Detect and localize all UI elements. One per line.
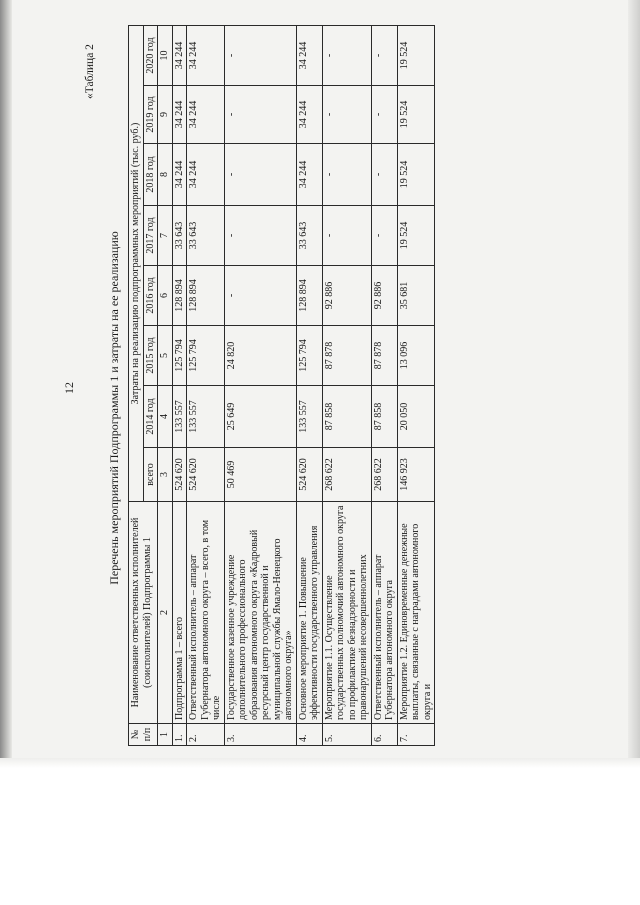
row-num: 7. xyxy=(397,724,435,746)
cell-2017: 33 643 xyxy=(187,206,225,266)
expenses-table xyxy=(128,25,435,746)
row-num: 2. xyxy=(187,724,225,746)
cell-2019: 19 524 xyxy=(397,86,435,144)
cell-2020: 34 244 xyxy=(172,26,187,86)
cell-2019: - xyxy=(224,86,296,144)
table-row xyxy=(187,26,225,746)
col-number: 2 xyxy=(158,502,173,724)
cell-2020: 34 244 xyxy=(296,26,322,86)
row-num: 5. xyxy=(322,724,371,746)
cell-2017: 33 643 xyxy=(172,206,187,266)
column-number-row xyxy=(158,26,173,746)
cell-2018: - xyxy=(371,144,397,206)
col-number: 1 xyxy=(158,724,173,746)
table-row xyxy=(172,26,187,746)
cell-2018: 19 524 xyxy=(397,144,435,206)
cell-2020: - xyxy=(371,26,397,86)
table-row xyxy=(322,26,371,746)
cell-2019: 34 244 xyxy=(172,86,187,144)
cell-2016: 35 681 xyxy=(397,266,435,326)
table-row xyxy=(224,26,296,746)
cell-2016: 92 886 xyxy=(322,266,371,326)
header-year: 2020 год xyxy=(143,26,158,86)
cell-2020: 34 244 xyxy=(187,26,225,86)
cell-2018: 34 244 xyxy=(172,144,187,206)
cell-2016: 92 886 xyxy=(371,266,397,326)
cell-2017: - xyxy=(322,206,371,266)
cell-2015: 125 794 xyxy=(187,326,225,386)
cell-total: 524 620 xyxy=(172,448,187,502)
cell-2017: - xyxy=(371,206,397,266)
cell-2018: - xyxy=(322,144,371,206)
col-number: 9 xyxy=(158,86,173,144)
cell-2020: - xyxy=(322,26,371,86)
cell-2018: 34 244 xyxy=(187,144,225,206)
row-name: Ответственный исполнитель – аппарат Губернатора автономного округа xyxy=(371,502,397,724)
col-number: 4 xyxy=(158,386,173,448)
cell-2018: 34 244 xyxy=(296,144,322,206)
header-name: Наименование ответственных исполнителей (соисполнителей) Подпрограммы 1 xyxy=(129,502,158,724)
col-number: 5 xyxy=(158,326,173,386)
cell-2015: 13 096 xyxy=(397,326,435,386)
col-number: 6 xyxy=(158,266,173,326)
cell-2017: 19 524 xyxy=(397,206,435,266)
cell-2019: - xyxy=(322,86,371,144)
cell-2015: 125 794 xyxy=(172,326,187,386)
cell-2017: 33 643 xyxy=(296,206,322,266)
header-year: 2018 год xyxy=(143,144,158,206)
table-row xyxy=(397,26,435,746)
row-num: 4. xyxy=(296,724,322,746)
cell-2016: 128 894 xyxy=(187,266,225,326)
cell-2015: 87 878 xyxy=(371,326,397,386)
cell-2016: 128 894 xyxy=(172,266,187,326)
row-name: Мероприятие 1.2. Единовременные денежные выплаты, связанные с наградами автономного округа и xyxy=(397,502,435,724)
cell-2019: 34 244 xyxy=(187,86,225,144)
cell-total: 146 923 xyxy=(397,448,435,502)
row-name: Подпрограмма 1 – всего xyxy=(172,502,187,724)
cell-2020: - xyxy=(224,26,296,86)
col-number: 3 xyxy=(158,448,173,502)
cell-2014: 133 557 xyxy=(172,386,187,448)
cell-2014: 25 649 xyxy=(224,386,296,448)
header-year: 2016 год xyxy=(143,266,158,326)
row-name: Основное мероприятие 1. Повышение эффективности государственного управления xyxy=(296,502,322,724)
row-name: Мероприятие 1.1. Осуществление государственных полномочий автономного округа по профилактике безнадзорности и правонарушений несовершеннолетних xyxy=(322,502,371,724)
cell-2015: 125 794 xyxy=(296,326,322,386)
document-title: Перечень мероприятий Подпрограммы 1 и затраты на ее реализацию xyxy=(107,231,121,585)
row-num: 6. xyxy=(371,724,397,746)
cell-2014: 133 557 xyxy=(187,386,225,448)
cell-2015: 87 878 xyxy=(322,326,371,386)
header-total: всего xyxy=(143,448,158,502)
cell-2020: 19 524 xyxy=(397,26,435,86)
cell-2019: - xyxy=(371,86,397,144)
cell-2014: 20 050 xyxy=(397,386,435,448)
cell-total: 268 622 xyxy=(322,448,371,502)
header-num: № п/п xyxy=(129,724,158,746)
cell-2019: 34 244 xyxy=(296,86,322,144)
col-number: 10 xyxy=(158,26,173,86)
header-costs-group: Затраты на реализацию подпрограммных мероприятий (тыс. руб.) xyxy=(129,26,144,502)
header-year: 2019 год xyxy=(143,86,158,144)
row-num: 1. xyxy=(172,724,187,746)
cell-2018: - xyxy=(224,144,296,206)
cell-2014: 87 858 xyxy=(371,386,397,448)
cell-2014: 87 858 xyxy=(322,386,371,448)
row-name: Государственное казенное учреждение дополнительного профессионального образования автономного округа «Кадровый ресурсный центр государственной и муниципальной службы Ямало-Ненецкого автономного округа» xyxy=(224,502,296,724)
cell-2015: 24 820 xyxy=(224,326,296,386)
cell-total: 268 622 xyxy=(371,448,397,502)
header-year: 2014 год xyxy=(143,386,158,448)
col-number: 7 xyxy=(158,206,173,266)
row-num: 3. xyxy=(224,724,296,746)
cell-2016: 128 894 xyxy=(296,266,322,326)
cell-2016: - xyxy=(224,266,296,326)
header-year: 2017 год xyxy=(143,206,158,266)
row-name: Ответственный исполнитель – аппарат Губернатора автономного округа – всего, в том числе xyxy=(187,502,225,724)
table-row xyxy=(296,26,322,746)
cell-total: 524 620 xyxy=(187,448,225,502)
cell-total: 524 620 xyxy=(296,448,322,502)
table-note: «Таблица 2 xyxy=(84,44,96,99)
col-number: 8 xyxy=(158,144,173,206)
cell-2014: 133 557 xyxy=(296,386,322,448)
header-year: 2015 год xyxy=(143,326,158,386)
table-row xyxy=(371,26,397,746)
cell-total: 50 469 xyxy=(224,448,296,502)
cell-2017: - xyxy=(224,206,296,266)
page-number: 12 xyxy=(62,382,76,394)
